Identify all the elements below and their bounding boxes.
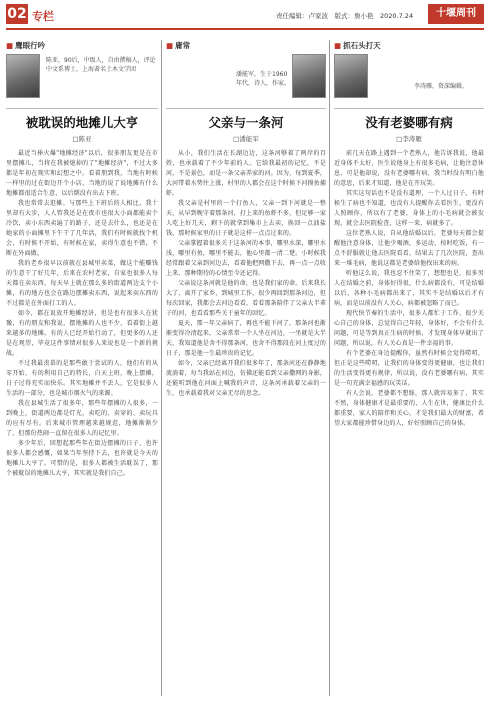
author-profile — [166, 54, 326, 106]
author-photo — [6, 54, 40, 98]
paragraph: 父亲说这条河就是他的命，也是我们家的命。后来我长大了，离开了家乡，到城里工作，很少再回到那条河边，但每次回家，我都会去河边看看，看看那条陪伴了父亲大半辈子的河，也看看那些关于童年的回忆。 — [166, 280, 326, 317]
paragraph: 如今，父亲已经离开我们很多年了，那条河还在静静地流淌着，每当我站在河边，仿佛还能看到父亲撒网的身影，还能听到他在河面上喊我的声音，这条河承载着父亲的一生，也承载着我对父亲无尽的思念。 — [166, 360, 326, 397]
paragraph: 其实这句话也不是没有道理，一个人过日子，有时候生了病也不知道，也没有人提醒你去看医生，更没有人照顾你，所以有了老婆，身体上的小毛病就会被发现，就会去医院检查，这样一来，病就多了。 — [334, 190, 484, 227]
divider — [334, 108, 484, 109]
column-separator — [161, 40, 162, 696]
author-bio: 陈亚，90后，中级人，自由撰稿人，评论中文系博士，上海著名土木文学团 — [46, 57, 156, 73]
paragraph: 不过我最羡慕的是那些敢于尝试的人，他们有的从零开始，有的利用自己的特长，白天上班，晚上摆摊，日子过得充实而快乐。其实地摊并不丢人，它是很多人生活的一部分，也是城市烟火气的来源。 — [6, 360, 158, 397]
masthead-brand: 十堰周刊 — [428, 4, 484, 24]
paragraph: 如今，都在说放开地摊经济，但是也有很多人在犹豫，有的朋友和我说，摆地摊的人也不少，看着街上越来越多的地摊，有的人已经开始行动了，但更多的人还是在观望，毕竟这件事情对很多人来说也是一个新的挑战。 — [6, 310, 158, 357]
article-author: □李涛雁 — [396, 135, 422, 143]
column-tag: ■ 庸常 — [166, 41, 191, 50]
page-header — [6, 4, 484, 30]
divider — [166, 108, 326, 109]
author-profile — [334, 54, 484, 106]
editor-credits: 责任编辑：卢家波 版式：詹小艳 2020.7.24 — [276, 12, 414, 20]
paragraph: 我在县城生活了很多年，那些年摆摊的人很多，一到晚上，街道两边都是灯光，卖吃的、卖穿的、卖玩具的应有尽有。后来城市管理越来越规范，地摊渐渐少了，但那份热闹一直留在很多人的记忆里。 — [6, 400, 158, 437]
article-author: □陈亚 — [72, 135, 92, 143]
column-tag: ■ 鹰眼行吟 — [6, 41, 46, 50]
paragraph: 我也常常去逛摊。与那些上下班后的人相比，我十里却有大步，人人管我还是在夜市也很大小面都能卖个冷饮，卖小东西卖遍了的路子，还是去什么，也还是在她家的小面摊里下午干了几年活，我们有时候就找个机会，有时候不开始，有时候在家，卖得生意也不错，不断在外面做。 — [6, 200, 158, 257]
paragraph: 这位老熟人说，自从他结婚以后，老婆每天都会提醒他注意身体，让他少喝酒，多运动，按时吃饭，有一点不舒服就让他去医院看看，结果去了几次医院，查出来一堆毛病，他说这都是老婆给他找出来的病。 — [334, 230, 484, 267]
article-column-3 — [334, 40, 484, 698]
article-title: 被耽误的地摊儿大亨 — [25, 115, 139, 130]
divider — [6, 108, 158, 109]
paragraph: 有个老婆在身边提醒你，虽然有时候会觉得唠叨，但正是这些唠叨，让我们的身体变得更健康，也让我们的生活变得更有规律，所以说，没有老婆哪有病，其实是一句充满幸福感的玩笑话。 — [334, 350, 484, 387]
author-bio: 李涛雁，资深编辑。 — [414, 83, 469, 90]
paragraph: 现代快节奏的生活中，很多人都忙于工作，很少关心自己的身体，总觉得自己年轻，身体好，不会有什么问题，可是等到真正生病的时候，才发现身体早就出了问题，所以说，有人关心真是一件幸福的事。 — [334, 310, 484, 347]
author-photo — [334, 54, 368, 98]
paragraph: 我的老乡很早以前就在县城里卖菜，做这个能赚钱的生意干了好几年，后来在农村老家，自家也很多人每天都在卖东西，每天早上就在那么多的街道两边支个小摊，有的地方也会在路边摆摊卖东西，说起来卖东西的不过都是在外面打工的人。 — [6, 260, 158, 307]
column-separator — [329, 40, 330, 696]
author-profile — [6, 54, 158, 106]
paragraph: 最近当捧火爆"地摊经济"以后，很多朋友更是在市里摆摊儿，当将在我被熄掉的了"地摊经济"，不过大多都是年初在现实和幻想之中。看着朋到我，当地有时候一样里的过在街边开个小店，当地的说了说地摊有什么地摊都很适合生意，以后倒没有出去下班。 — [6, 150, 158, 197]
article-title: 父亲与一条河 — [208, 115, 284, 130]
article-title: 没有老婆哪有病 — [365, 115, 453, 130]
author-photo — [292, 54, 326, 98]
article-author: □潘能军 — [233, 135, 259, 143]
paragraph: 有人会说，老婆都不想嫁，那人就容易多了，其实不然，身体健康才是最重要的，人生在世，健康比什么都重要，家人的陪伴和关心，才是我们最大的财富，希望大家都能珍惜身边的人，好好照顾自己的身体。 — [334, 390, 484, 427]
paragraph: 从小，我们生活在长湖边边，这条河够着了两岸的百姓，也承载着了不少年前的人。它给我最初的记忆，不是河，不是景色，而是一条父亲养家的河。因为，每到夏季，大河带着水势往上涨，村里的人都会在这个时候下河摸鱼捕虾。 — [166, 150, 326, 197]
author-bio: 潘能军，生于1960年代，诗人，作家。 — [236, 71, 291, 87]
section-name: 专栏 — [32, 10, 54, 23]
column-tag: ■ 抓石头打天 — [334, 41, 381, 50]
article-column-1 — [6, 40, 158, 698]
paragraph: 多少年后，回想起那些年在街边摆摊的日子，也许很多人都会感慨，如果当年坚持下去，也许就是今天的地摊儿大亨了。可惜的是，很多人都被生活耽误了，那个被耽误的地摊儿大亨，其实就是我们自己。 — [6, 440, 158, 477]
article-column-2 — [166, 40, 326, 698]
page-number: 02 — [7, 6, 27, 22]
paragraph: 我父亲是村里的一个打鱼人，父亲一到下河就是一整天，从早到晚守着那条河，打上来的鱼虾不多，但足够一家人吃上好几天，剩下的就拿到集市上去卖，换回一点油盐钱，那时候家里的日子就是这样一点点过来的。 — [166, 200, 326, 237]
paragraph: 夏天，那一年父亲病了，再也不能下河了，那条河也渐渐变得冷清起来，父亲常常一个人坐在河边，一坐就是大半天，我知道他是舍不得那条河，也舍不得那段在河上度过的日子，那是他一生最珍贵的记忆。 — [166, 320, 326, 357]
paragraph: 前几天在路上遇到一个老熟人，他告诉我说，他最近身体不太好，医生说他身上有很多毛病，让他注意休息，可是他却说，没有老婆哪有病，我当时没有明白他的意思，后来才知道，他是在开玩笑。 — [334, 150, 484, 187]
paragraph: 听他这么说，我也忍不住笑了，想想也是，很多男人在结婚之前，身体好得很，什么病都没有，可是结婚以后，各种小毛病都出来了，其实不是结婚以后才有病，而是以前没有人关心，病都被忽略了而已。 — [334, 270, 484, 307]
paragraph: 父亲掌握着很多关于这条河的本事，哪里水深，哪里水浅，哪里有鱼，哪里不能去，他心里都一清二楚。小时候我经常跟着父亲到河边去，看着他把网撒下去，再一点一点收上来，那种期待的心情至今还记得。 — [166, 240, 326, 277]
